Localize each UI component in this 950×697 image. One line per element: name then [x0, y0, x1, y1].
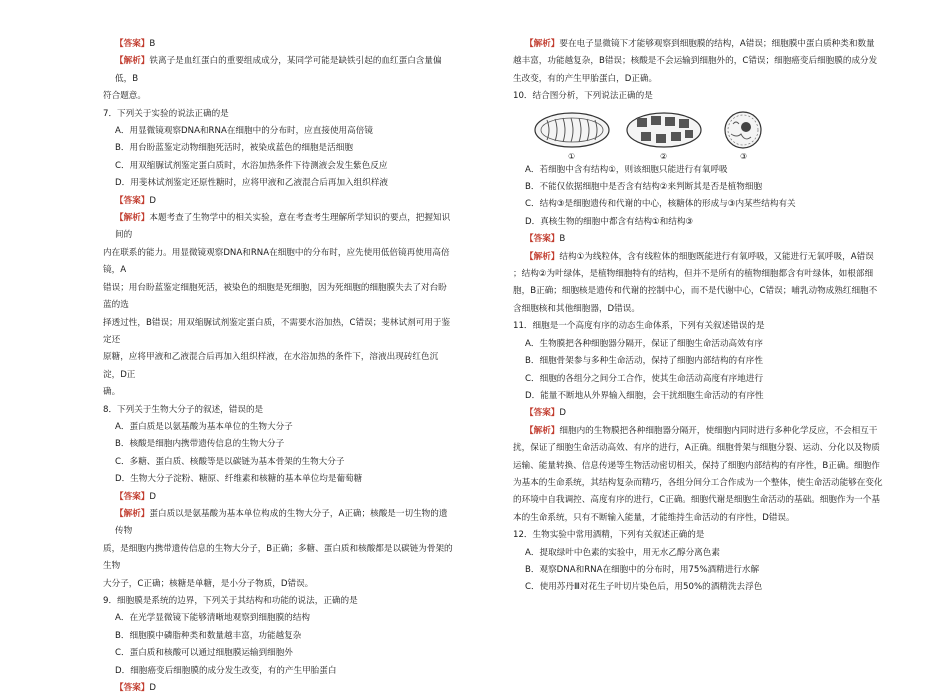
explanation-text: 内在联系的能力。用显微镜观察DNA和RNA在细胞中的分布时，应先使用低倍镜再使用高倍镜，A [103, 247, 450, 276]
option-a: A．若细胞中含有结构①，则该细胞只能进行有氧呼吸 [525, 164, 728, 175]
option-b: B．细胞骨架参与多种生命活动，保持了细胞内部结构的有序性 [525, 356, 763, 367]
explanation-11 [513, 423, 885, 440]
explanation-text: 生改变，有的产生甲胎蛋白，D正确。 [513, 73, 658, 84]
answer-10 [513, 231, 885, 248]
explanation-text: 质，是细胞内携带遗传信息的生物大分子，B正确；多糖、蛋白质和核酸都是以碳链为骨架的生物 [103, 543, 453, 572]
answer-value: B [149, 39, 156, 49]
answer-8 [103, 489, 455, 506]
figure-label-1: ① [568, 151, 576, 161]
explanation-text: 要在电子显微镜下才能够观察到细胞膜的结构，A错误；细胞膜中蛋白质种类和数量 [559, 39, 875, 49]
nucleus-diagram [719, 110, 767, 150]
explanation-text: 择透过性，B错误；用双缩脲试剂鉴定蛋白质，不需要水浴加热，C错误；斐林试剂可用于鉴定还 [103, 317, 451, 345]
figure-label-2: ② [660, 151, 668, 161]
option-c: C．结构③是细胞遗传和代谢的中心，核糖体的形成与③内某些结构有关 [525, 199, 796, 210]
explanation-tag: 【解析】 [525, 425, 560, 436]
explanation-text: 铁离子是血红蛋白的重要组成成分，某同学可能是缺铁引起的血红蛋白含量偏低，B [115, 56, 442, 84]
explanation-text: 本题考查了生物学中的相关实验，意在考查考生理解所学知识的要点，把握知识间的 [115, 213, 451, 241]
answer-7 [103, 193, 455, 210]
answer-tag: 【答案】 [525, 408, 560, 419]
answer-value: D [149, 195, 157, 206]
option-a: A．提取绿叶中色素的实验中，用无水乙醇分离色素 [525, 547, 720, 558]
question-9: 9．细胞膜是系统的边界，下列关于其结构和功能的说法，正确的是 [103, 596, 358, 606]
answer-value: B [559, 234, 566, 245]
explanation-text: 越丰富，功能越复杂，B错误；核酸是不会运输到细胞外的，C错误；细胞癌变后细胞膜的成分发 [513, 56, 878, 67]
explanation-text: 运输、能量转换、信息传递等生物活动密切相关，保持了细胞内部结构的有序性，B正确。细胞作 [513, 460, 880, 471]
answer-9 [103, 680, 455, 697]
option-c: C．蛋白质和核酸可以通过细胞膜运输到细胞外 [115, 648, 293, 659]
option-c: C．使用苏丹Ⅲ对花生子叶切片染色后，用50%的酒精洗去浮色 [525, 582, 763, 593]
answer-tag: 【答案】 [115, 195, 150, 206]
explanation-6 [103, 53, 455, 88]
answer-tag: 【答案】 [115, 683, 150, 694]
option-b: B．核酸是细胞内携带遗传信息的生物大分子 [115, 439, 285, 450]
right-column [513, 36, 885, 597]
question-11: 11．细胞是一个高度有序的动态生命体系，下列有关叙述错误的是 [513, 321, 765, 332]
option-c: C．用双缩脲试剂鉴定蛋白质时，水浴加热条件下待测液会发生紫色反应 [115, 160, 388, 171]
option-d: D．能量不断地从外界输入细胞，会干扰细胞生命活动的有序性 [525, 390, 764, 401]
question-8: 8．下列关于生物大分子的叙述，错误的是 [103, 404, 264, 415]
option-b: B．用台盼蓝鉴定动物细胞死活时，被染成蓝色的细胞是活细胞 [115, 143, 353, 154]
explanation-text: 的环境中自我调控、高度有序的进行，C正确。细胞代谢是细胞生命活动的基础。细胞作为一个基 [513, 495, 880, 506]
answer-tag: 【答案】 [115, 491, 150, 502]
explanation-text: 蛋白质以是氨基酸为基本单位构成的生物大分子，A正确；核酸是一切生物的遗传物 [115, 508, 448, 537]
option-c: C．多糖、蛋白质、核酸等是以碳链为基本骨架的生物大分子 [115, 456, 345, 467]
explanation-10 [513, 249, 885, 266]
explanation-text: 确。 [103, 387, 121, 398]
question-12: 12．生物实验中常用酒精，下列有关叙述正确的是 [513, 530, 705, 541]
option-d: D．细胞癌变后细胞膜的成分发生改变，有的产生甲胎蛋白 [115, 665, 337, 676]
explanation-text: 符合题意。 [103, 91, 146, 102]
option-b: B．不能仅依据细胞中是否含有结构②来判断其是否是植物细胞 [525, 182, 763, 193]
explanation-tag: 【解析】 [115, 508, 150, 519]
explanation-8 [103, 506, 455, 541]
mitochondrion-diagram [533, 110, 611, 150]
explanation-tag: 【解析】 [525, 39, 560, 49]
explanation-tag: 【解析】 [115, 56, 150, 67]
organelle-figure [513, 106, 885, 162]
explanation-text: 本的生命系统，只有不断输入能量，才能维持生命活动的有序性，D错误。 [513, 512, 795, 523]
explanation-text: 原糖，应将甲液和乙液混合后再加入组织样液，在水浴加热的条件下，溶液出现砖红色沉淀，D正 [103, 352, 439, 380]
question-7: 7．下列关于实验的说法正确的是 [103, 108, 229, 119]
answer-tag: 【答案】 [115, 39, 150, 49]
explanation-text: 含细胞核和其他细胞器，D错误。 [513, 303, 640, 314]
explanation-text: 胞，B正确；细胞核是遗传和代谢的控制中心，而不是代谢中心，C错误；哺乳动物成熟红细胞不 [513, 286, 878, 297]
chloroplast-diagram [625, 110, 703, 150]
explanation-tag: 【解析】 [115, 213, 150, 224]
question-10: 10．结合图分析，下列说法正确的是 [513, 91, 653, 102]
explanation-text: 结构①为线粒体，含有线粒体的细胞既能进行有氧呼吸，又能进行无氧呼吸，A错误 [559, 251, 874, 262]
answer-tag: 【答案】 [525, 234, 560, 245]
option-c: C．细胞的各组分之间分工合作，使其生命活动高度有序地进行 [525, 373, 764, 384]
left-column [103, 36, 455, 697]
explanation-text: 错误；用台盼蓝鉴定细胞死活，被染色的细胞是死细胞，因为死细胞的细胞膜失去了对台盼蓝的选 [103, 282, 447, 311]
explanation-text: 扰，保证了细胞生命活动高效、有序的进行，A正确。细胞骨架与细胞分裂、运动、分化以及物质 [513, 443, 880, 454]
option-d: D．生物大分子淀粉、糖原、纤维素和核糖的基本单位均是葡萄糖 [115, 474, 363, 485]
option-a: A．在光学显微镜下能够清晰地观察到细胞膜的结构 [115, 613, 310, 624]
explanation-tag: 【解析】 [525, 251, 560, 262]
option-b: B．细胞膜中磷脂种类和数量越丰富，功能越复杂 [115, 630, 302, 641]
nucleolus [741, 122, 751, 132]
answer-value: D [149, 683, 157, 694]
explanation-9 [513, 36, 885, 53]
answer-6 [103, 36, 455, 53]
option-d: D．用斐林试剂鉴定还原性糖时，应将甲液和乙液混合后再加入组织样液 [115, 178, 389, 189]
option-a: A．用显微镜观察DNA和RNA在细胞中的分布时，应直接使用高倍镜 [115, 126, 373, 137]
option-a: A．蛋白质是以氨基酸为基本单位的生物大分子 [115, 421, 293, 432]
explanation-text: ；结构②为叶绿体，是植物细胞特有的结构，但并不是所有的植物细胞都含有叶绿体，如根部细 [513, 269, 874, 280]
option-b: B．观察DNA和RNA在细胞中的分布时，用75%酒精进行水解 [525, 564, 760, 575]
explanation-text: 细胞内的生物膜把各种细胞器分隔开，使细胞内同时进行多种化学反应，不会相互干 [559, 425, 878, 436]
explanation-text: 为基本的生命系统，其结构复杂而精巧，各组分间分工合作成为一个整体，使生命活动能够在变化 [513, 477, 883, 488]
answer-value: D [149, 491, 157, 502]
explanation-7 [103, 210, 455, 245]
option-a: A．生物膜把各种细胞器分隔开，保证了细胞生命活动高效有序 [525, 338, 763, 349]
option-d: D．真核生物的细胞中都含有结构①和结构③ [525, 216, 694, 227]
figure-label-3: ③ [740, 151, 748, 161]
answer-value: D [559, 408, 567, 419]
explanation-text: 大分子，C正确；核糖是单糖，是小分子物质，D错误。 [103, 578, 314, 589]
answer-11 [513, 405, 885, 422]
